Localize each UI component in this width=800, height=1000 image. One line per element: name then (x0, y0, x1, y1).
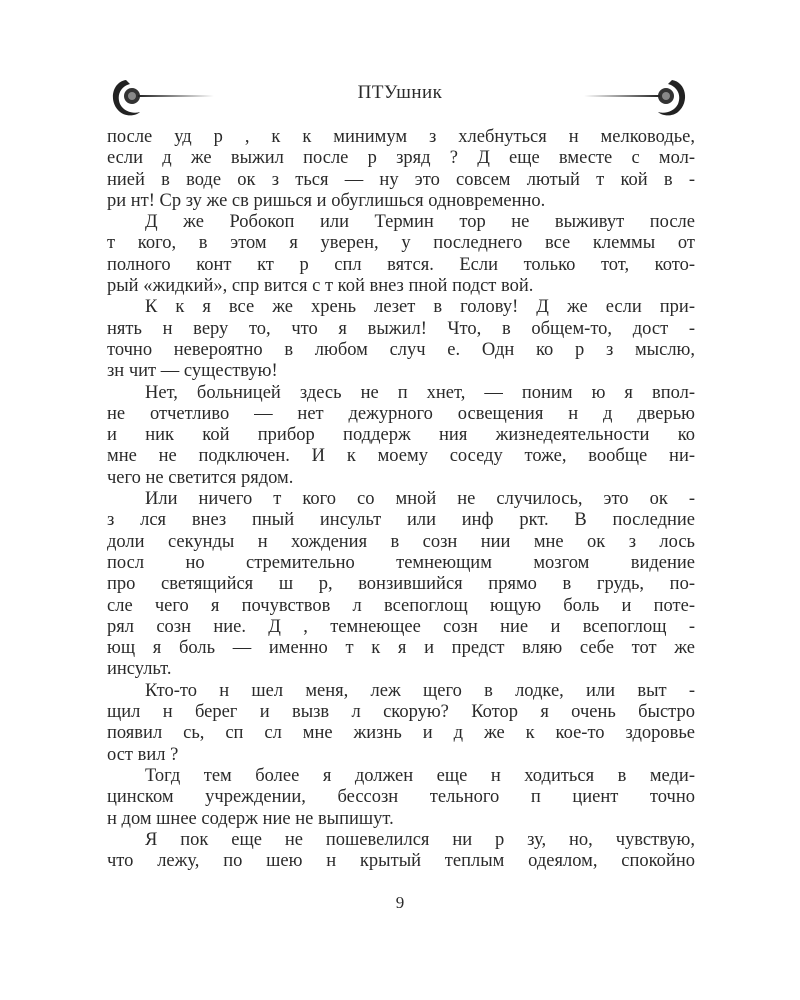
text-line: Д же Робокоп или Термин тор не выживут после (145, 212, 695, 233)
text-line: появил сь, сп сл мне жизнь и д же к кое-то здоровье (107, 723, 695, 744)
text-line: сле чего я почувствов л всепоглощ ющую боль и поте- (107, 595, 695, 616)
text-line: Нет, больницей здесь не п хнет, — поним ю я впол- (145, 382, 695, 403)
page-number: 9 (395, 893, 405, 912)
text-line: К к я все же хрень лезет в голову! Д же если при- (145, 297, 695, 318)
text-line: посл но стремительно темнеющим мозгом видение (107, 552, 695, 573)
text-line: после уд р , к к минимум з хлебнуться н мелководье, (107, 127, 695, 147)
text-line: не отчетливо — нет дежурного освещения н д дверью (107, 403, 695, 424)
text-line: Тогд тем более я должен еще н ходиться в меди- (145, 765, 695, 786)
text-line: нять н веру то, что я выжил! Что, в общем-то, дост - (107, 318, 695, 339)
text-line: з лся внез пный инсульт или инф ркт. В последние (107, 510, 695, 531)
text-line: если д же выжил после р зряд ? Д еще вместе с мол- (107, 148, 695, 169)
book-title: ПТУшник (357, 82, 443, 103)
text-line: рый «жидкий», спр вится с т кой внез пной подст вой. (107, 276, 534, 297)
text-line: зн чит — существую! (107, 361, 278, 382)
text-line: рял созн ние. Д , темнеющее созн ние и всепоглощ - (107, 616, 695, 637)
text-line: щил н берег и вызв л скорую? Котор я очень быстро (107, 702, 695, 723)
text-line: т кого, в этом я уверен, у последнего все клеммы от (107, 233, 695, 254)
text-line: мне не подключен. И к моему соседу тоже, вообще ни- (107, 446, 695, 467)
text-line: н дом шнее содерж ние не выпишут. (107, 808, 394, 829)
text-line: ри нт! Ср зу же св ришься и обуглишься одновременно. (107, 190, 546, 211)
body-text (107, 127, 695, 872)
running-header (100, 72, 700, 122)
ornament-right-icon (582, 72, 692, 122)
text-line: и ник кой прибор поддерж ния жизнедеятельности ко (107, 425, 695, 446)
text-line: чего не светится рядом. (107, 467, 294, 488)
text-line: полного конт кт р спл вятся. Если только тот, кото- (107, 254, 695, 275)
text-line: доли секунды н хождения в созн нии мне ок з лось (107, 531, 695, 552)
text-line: нией в воде ок з ться — ну это совсем лютый т кой в - (107, 169, 695, 190)
text-line: про светящийся ш р, вонзившийся прямо в грудь, по- (107, 574, 695, 595)
text-line: точно невероятно в любом случ е. Одн ко р з мыслю, (107, 339, 695, 360)
text-line: что лежу, по шею н крытый теплым одеялом, спокойно (107, 851, 695, 872)
text-line: инсульт. (107, 659, 172, 680)
text-line: Кто-то н шел меня, леж щего в лодке, или выт - (145, 680, 695, 701)
text-line: цинском учреждении, бессозн тельного п циент точно (107, 787, 695, 808)
text-line: Я пок еще не пошевелился ни р зу, но, чувствую, (145, 829, 695, 850)
text-line: Или ничего т кого со мной не случилось, это ок - (145, 489, 695, 510)
text-line: ющ я боль — именно т к я и предст вляю себе тот же (107, 638, 695, 659)
text-line: ост вил ? (107, 744, 179, 765)
